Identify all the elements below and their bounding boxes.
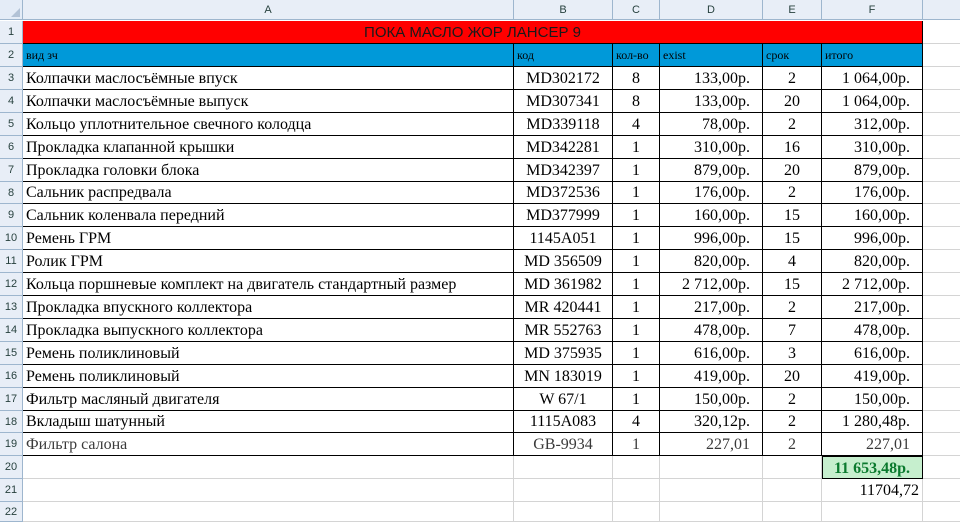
cell-total[interactable]: 478,00р. — [822, 319, 923, 342]
row-header[interactable]: 2 — [0, 44, 23, 67]
column-header-d[interactable]: D — [660, 0, 763, 20]
cell-price[interactable]: 996,00р. — [660, 227, 763, 250]
row-header[interactable]: 15 — [0, 342, 23, 365]
cell-price[interactable]: 616,00р. — [660, 342, 763, 365]
row-header[interactable]: 20 — [0, 456, 23, 479]
cell-total[interactable]: 160,00р. — [822, 204, 923, 227]
cell-qty[interactable]: 4 — [613, 411, 660, 433]
empty-cell[interactable] — [822, 502, 923, 522]
empty-cell[interactable] — [514, 479, 613, 502]
header-cell-code[interactable]: код — [514, 44, 613, 67]
cell-code[interactable]: MD 356509 — [514, 250, 613, 273]
cell-code[interactable]: MR 552763 — [514, 319, 613, 342]
row-header[interactable]: 4 — [0, 90, 23, 113]
cell-qty[interactable]: 1 — [613, 365, 660, 388]
cell-term[interactable]: 2 — [763, 433, 822, 456]
cell-price[interactable]: 160,00р. — [660, 204, 763, 227]
empty-cell[interactable] — [613, 456, 660, 479]
cell-code[interactable]: MD 361982 — [514, 273, 613, 296]
empty-cell[interactable] — [923, 136, 960, 159]
select-all-corner[interactable] — [0, 0, 23, 20]
cell-price[interactable]: 78,00р. — [660, 113, 763, 136]
cell-name[interactable]: Ремень ГРМ — [23, 227, 514, 250]
cell-total[interactable]: 1 280,48р. — [822, 411, 923, 433]
cell-price[interactable]: 2 712,00р. — [660, 273, 763, 296]
cell-term[interactable]: 3 — [763, 342, 822, 365]
cell-code[interactable]: 1145A051 — [514, 227, 613, 250]
cell-total[interactable]: 150,00р. — [822, 388, 923, 411]
cell-term[interactable]: 2 — [763, 411, 822, 433]
cell-price[interactable]: 176,00р. — [660, 182, 763, 204]
row-header[interactable]: 11 — [0, 250, 23, 273]
empty-cell[interactable] — [923, 365, 960, 388]
empty-cell[interactable] — [923, 113, 960, 136]
empty-cell[interactable] — [514, 502, 613, 522]
empty-cell[interactable] — [923, 342, 960, 365]
empty-cell[interactable] — [763, 456, 822, 479]
cell-code[interactable]: 1115A083 — [514, 411, 613, 433]
empty-cell[interactable] — [613, 502, 660, 522]
empty-cell[interactable] — [923, 296, 960, 319]
cell-term[interactable]: 15 — [763, 273, 822, 296]
empty-cell[interactable] — [923, 479, 960, 502]
cell-name[interactable]: Ролик ГРМ — [23, 250, 514, 273]
cell-code[interactable]: MN 183019 — [514, 365, 613, 388]
cell-name[interactable]: Фильтр салона — [23, 433, 514, 456]
cell-term[interactable]: 2 — [763, 182, 822, 204]
empty-cell[interactable] — [923, 182, 960, 204]
cell-total[interactable]: 419,00р. — [822, 365, 923, 388]
empty-cell[interactable] — [923, 90, 960, 113]
cell-term[interactable]: 15 — [763, 204, 822, 227]
row-header[interactable]: 19 — [0, 433, 23, 456]
cell-name[interactable]: Прокладка головки блока — [23, 159, 514, 182]
empty-cell[interactable] — [923, 456, 960, 479]
column-header-g[interactable] — [923, 0, 960, 20]
row-header[interactable]: 18 — [0, 411, 23, 433]
cell-qty[interactable]: 1 — [613, 204, 660, 227]
cell-name[interactable]: Фильтр масляный двигателя — [23, 388, 514, 411]
cell-price[interactable]: 879,00р. — [660, 159, 763, 182]
cell-price[interactable]: 227,01 — [660, 433, 763, 456]
cell-total[interactable]: 616,00р. — [822, 342, 923, 365]
cell-total[interactable]: 879,00р. — [822, 159, 923, 182]
row-header[interactable]: 12 — [0, 273, 23, 296]
cell-qty[interactable]: 1 — [613, 159, 660, 182]
cell-term[interactable]: 2 — [763, 67, 822, 90]
row-header[interactable]: 21 — [0, 479, 23, 502]
cell-qty[interactable]: 1 — [613, 296, 660, 319]
row-header[interactable]: 9 — [0, 204, 23, 227]
cell-qty[interactable]: 1 — [613, 182, 660, 204]
cell-term[interactable]: 2 — [763, 296, 822, 319]
grand-total-cell[interactable]: 11 653,48р. — [822, 456, 923, 479]
empty-cell[interactable] — [923, 21, 960, 44]
cell-code[interactable]: MR 420441 — [514, 296, 613, 319]
cell-name[interactable]: Ремень поликлиновый — [23, 342, 514, 365]
empty-cell[interactable] — [923, 44, 960, 67]
cell-code[interactable]: MD339118 — [514, 113, 613, 136]
cell-code[interactable]: MD377999 — [514, 204, 613, 227]
cell-name[interactable]: Вкладыш шатунный — [23, 411, 514, 433]
cell-term[interactable]: 20 — [763, 365, 822, 388]
cell-total[interactable]: 227,01 — [822, 433, 923, 456]
sum-cell[interactable]: 11704,72 — [822, 479, 923, 502]
cell-code[interactable]: W 67/1 — [514, 388, 613, 411]
empty-cell[interactable] — [514, 456, 613, 479]
cell-code[interactable]: GB-9934 — [514, 433, 613, 456]
cell-qty[interactable]: 1 — [613, 273, 660, 296]
header-cell-price[interactable]: exist — [660, 44, 763, 67]
empty-cell[interactable] — [660, 502, 763, 522]
cell-name[interactable]: Кольцо уплотнительное свечного колодца — [23, 113, 514, 136]
row-header[interactable]: 10 — [0, 227, 23, 250]
cell-qty[interactable]: 8 — [613, 67, 660, 90]
empty-cell[interactable] — [660, 479, 763, 502]
empty-cell[interactable] — [923, 159, 960, 182]
row-header[interactable]: 8 — [0, 182, 23, 204]
cell-qty[interactable]: 4 — [613, 113, 660, 136]
row-header[interactable]: 14 — [0, 319, 23, 342]
cell-name[interactable]: Кольца поршневые комплект на двигатель стандартный размер — [23, 273, 514, 296]
column-header-a[interactable]: A — [23, 0, 514, 20]
cell-total[interactable]: 2 712,00р. — [822, 273, 923, 296]
row-header[interactable]: 22 — [0, 502, 23, 522]
empty-cell[interactable] — [923, 67, 960, 90]
row-header[interactable]: 13 — [0, 296, 23, 319]
cell-price[interactable]: 150,00р. — [660, 388, 763, 411]
cell-total[interactable]: 312,00р. — [822, 113, 923, 136]
empty-cell[interactable] — [613, 479, 660, 502]
cell-qty[interactable]: 1 — [613, 250, 660, 273]
cell-total[interactable]: 310,00р. — [822, 136, 923, 159]
cell-total[interactable]: 820,00р. — [822, 250, 923, 273]
header-cell-name[interactable]: вид зч — [23, 44, 514, 67]
cell-term[interactable]: 20 — [763, 159, 822, 182]
cell-term[interactable]: 7 — [763, 319, 822, 342]
cell-term[interactable]: 4 — [763, 250, 822, 273]
cell-total[interactable]: 996,00р. — [822, 227, 923, 250]
cell-price[interactable]: 133,00р. — [660, 67, 763, 90]
cell-price[interactable]: 320,12р. — [660, 411, 763, 433]
empty-cell[interactable] — [923, 319, 960, 342]
header-cell-qty[interactable]: кол-во — [613, 44, 660, 67]
column-header-c[interactable]: C — [613, 0, 660, 20]
column-header-f[interactable]: F — [822, 0, 923, 20]
cell-price[interactable]: 820,00р. — [660, 250, 763, 273]
empty-cell[interactable] — [923, 502, 960, 522]
empty-cell[interactable] — [23, 502, 514, 522]
empty-cell[interactable] — [923, 204, 960, 227]
cell-code[interactable]: MD372536 — [514, 182, 613, 204]
empty-cell[interactable] — [923, 388, 960, 411]
empty-cell[interactable] — [923, 433, 960, 456]
cell-qty[interactable]: 1 — [613, 227, 660, 250]
empty-cell[interactable] — [23, 456, 514, 479]
row-header[interactable]: 6 — [0, 136, 23, 159]
row-header[interactable]: 1 — [0, 21, 23, 44]
cell-price[interactable]: 419,00р. — [660, 365, 763, 388]
cell-name[interactable]: Ремень поликлиновый — [23, 365, 514, 388]
empty-cell[interactable] — [923, 411, 960, 433]
cell-code[interactable]: MD 375935 — [514, 342, 613, 365]
cell-code[interactable]: MD302172 — [514, 67, 613, 90]
cell-code[interactable]: MD342397 — [514, 159, 613, 182]
cell-qty[interactable]: 1 — [613, 319, 660, 342]
cell-total[interactable]: 1 064,00р. — [822, 67, 923, 90]
cell-name[interactable]: Колпачки маслосъёмные выпуск — [23, 90, 514, 113]
cell-qty[interactable]: 1 — [613, 342, 660, 365]
cell-name[interactable]: Сальник коленвала передний — [23, 204, 514, 227]
header-cell-term[interactable]: срок — [763, 44, 822, 67]
column-header-e[interactable]: E — [763, 0, 822, 20]
header-cell-total[interactable]: итого — [822, 44, 923, 67]
cell-name[interactable]: Прокладка впускного коллектора — [23, 296, 514, 319]
cell-price[interactable]: 478,00р. — [660, 319, 763, 342]
cell-term[interactable]: 2 — [763, 113, 822, 136]
cell-term[interactable]: 2 — [763, 388, 822, 411]
cell-price[interactable]: 310,00р. — [660, 136, 763, 159]
cell-total[interactable]: 1 064,00р. — [822, 90, 923, 113]
cell-price[interactable]: 133,00р. — [660, 90, 763, 113]
empty-cell[interactable] — [923, 227, 960, 250]
row-header[interactable]: 7 — [0, 159, 23, 182]
select-all-triangle-icon — [11, 8, 20, 17]
empty-cell[interactable] — [660, 456, 763, 479]
sheet-title-cell[interactable]: ПОКА МАСЛО ЖОР ЛАНСЕР 9 — [23, 21, 923, 44]
empty-cell[interactable] — [923, 250, 960, 273]
empty-cell[interactable] — [923, 273, 960, 296]
cell-total[interactable]: 217,00р. — [822, 296, 923, 319]
cell-code[interactable]: MD342281 — [514, 136, 613, 159]
cell-name[interactable]: Прокладка выпускного коллектора — [23, 319, 514, 342]
row-header[interactable]: 3 — [0, 67, 23, 90]
empty-cell[interactable] — [763, 502, 822, 522]
cell-name[interactable]: Прокладка клапанной крышки — [23, 136, 514, 159]
cell-total[interactable]: 176,00р. — [822, 182, 923, 204]
empty-cell[interactable] — [763, 479, 822, 502]
cell-term[interactable]: 16 — [763, 136, 822, 159]
cell-code[interactable]: MD307341 — [514, 90, 613, 113]
column-header-b[interactable]: B — [514, 0, 613, 20]
row-header[interactable]: 5 — [0, 113, 23, 136]
empty-cell[interactable] — [23, 479, 514, 502]
cell-term[interactable]: 20 — [763, 90, 822, 113]
cell-term[interactable]: 15 — [763, 227, 822, 250]
cell-qty[interactable]: 1 — [613, 433, 660, 456]
cell-price[interactable]: 217,00р. — [660, 296, 763, 319]
cell-qty[interactable]: 1 — [613, 136, 660, 159]
cell-qty[interactable]: 8 — [613, 90, 660, 113]
row-header[interactable]: 16 — [0, 365, 23, 388]
cell-name[interactable]: Сальник распредвала — [23, 182, 514, 204]
cell-qty[interactable]: 1 — [613, 388, 660, 411]
cell-name[interactable]: Колпачки маслосъёмные впуск — [23, 67, 514, 90]
row-header[interactable]: 17 — [0, 388, 23, 411]
